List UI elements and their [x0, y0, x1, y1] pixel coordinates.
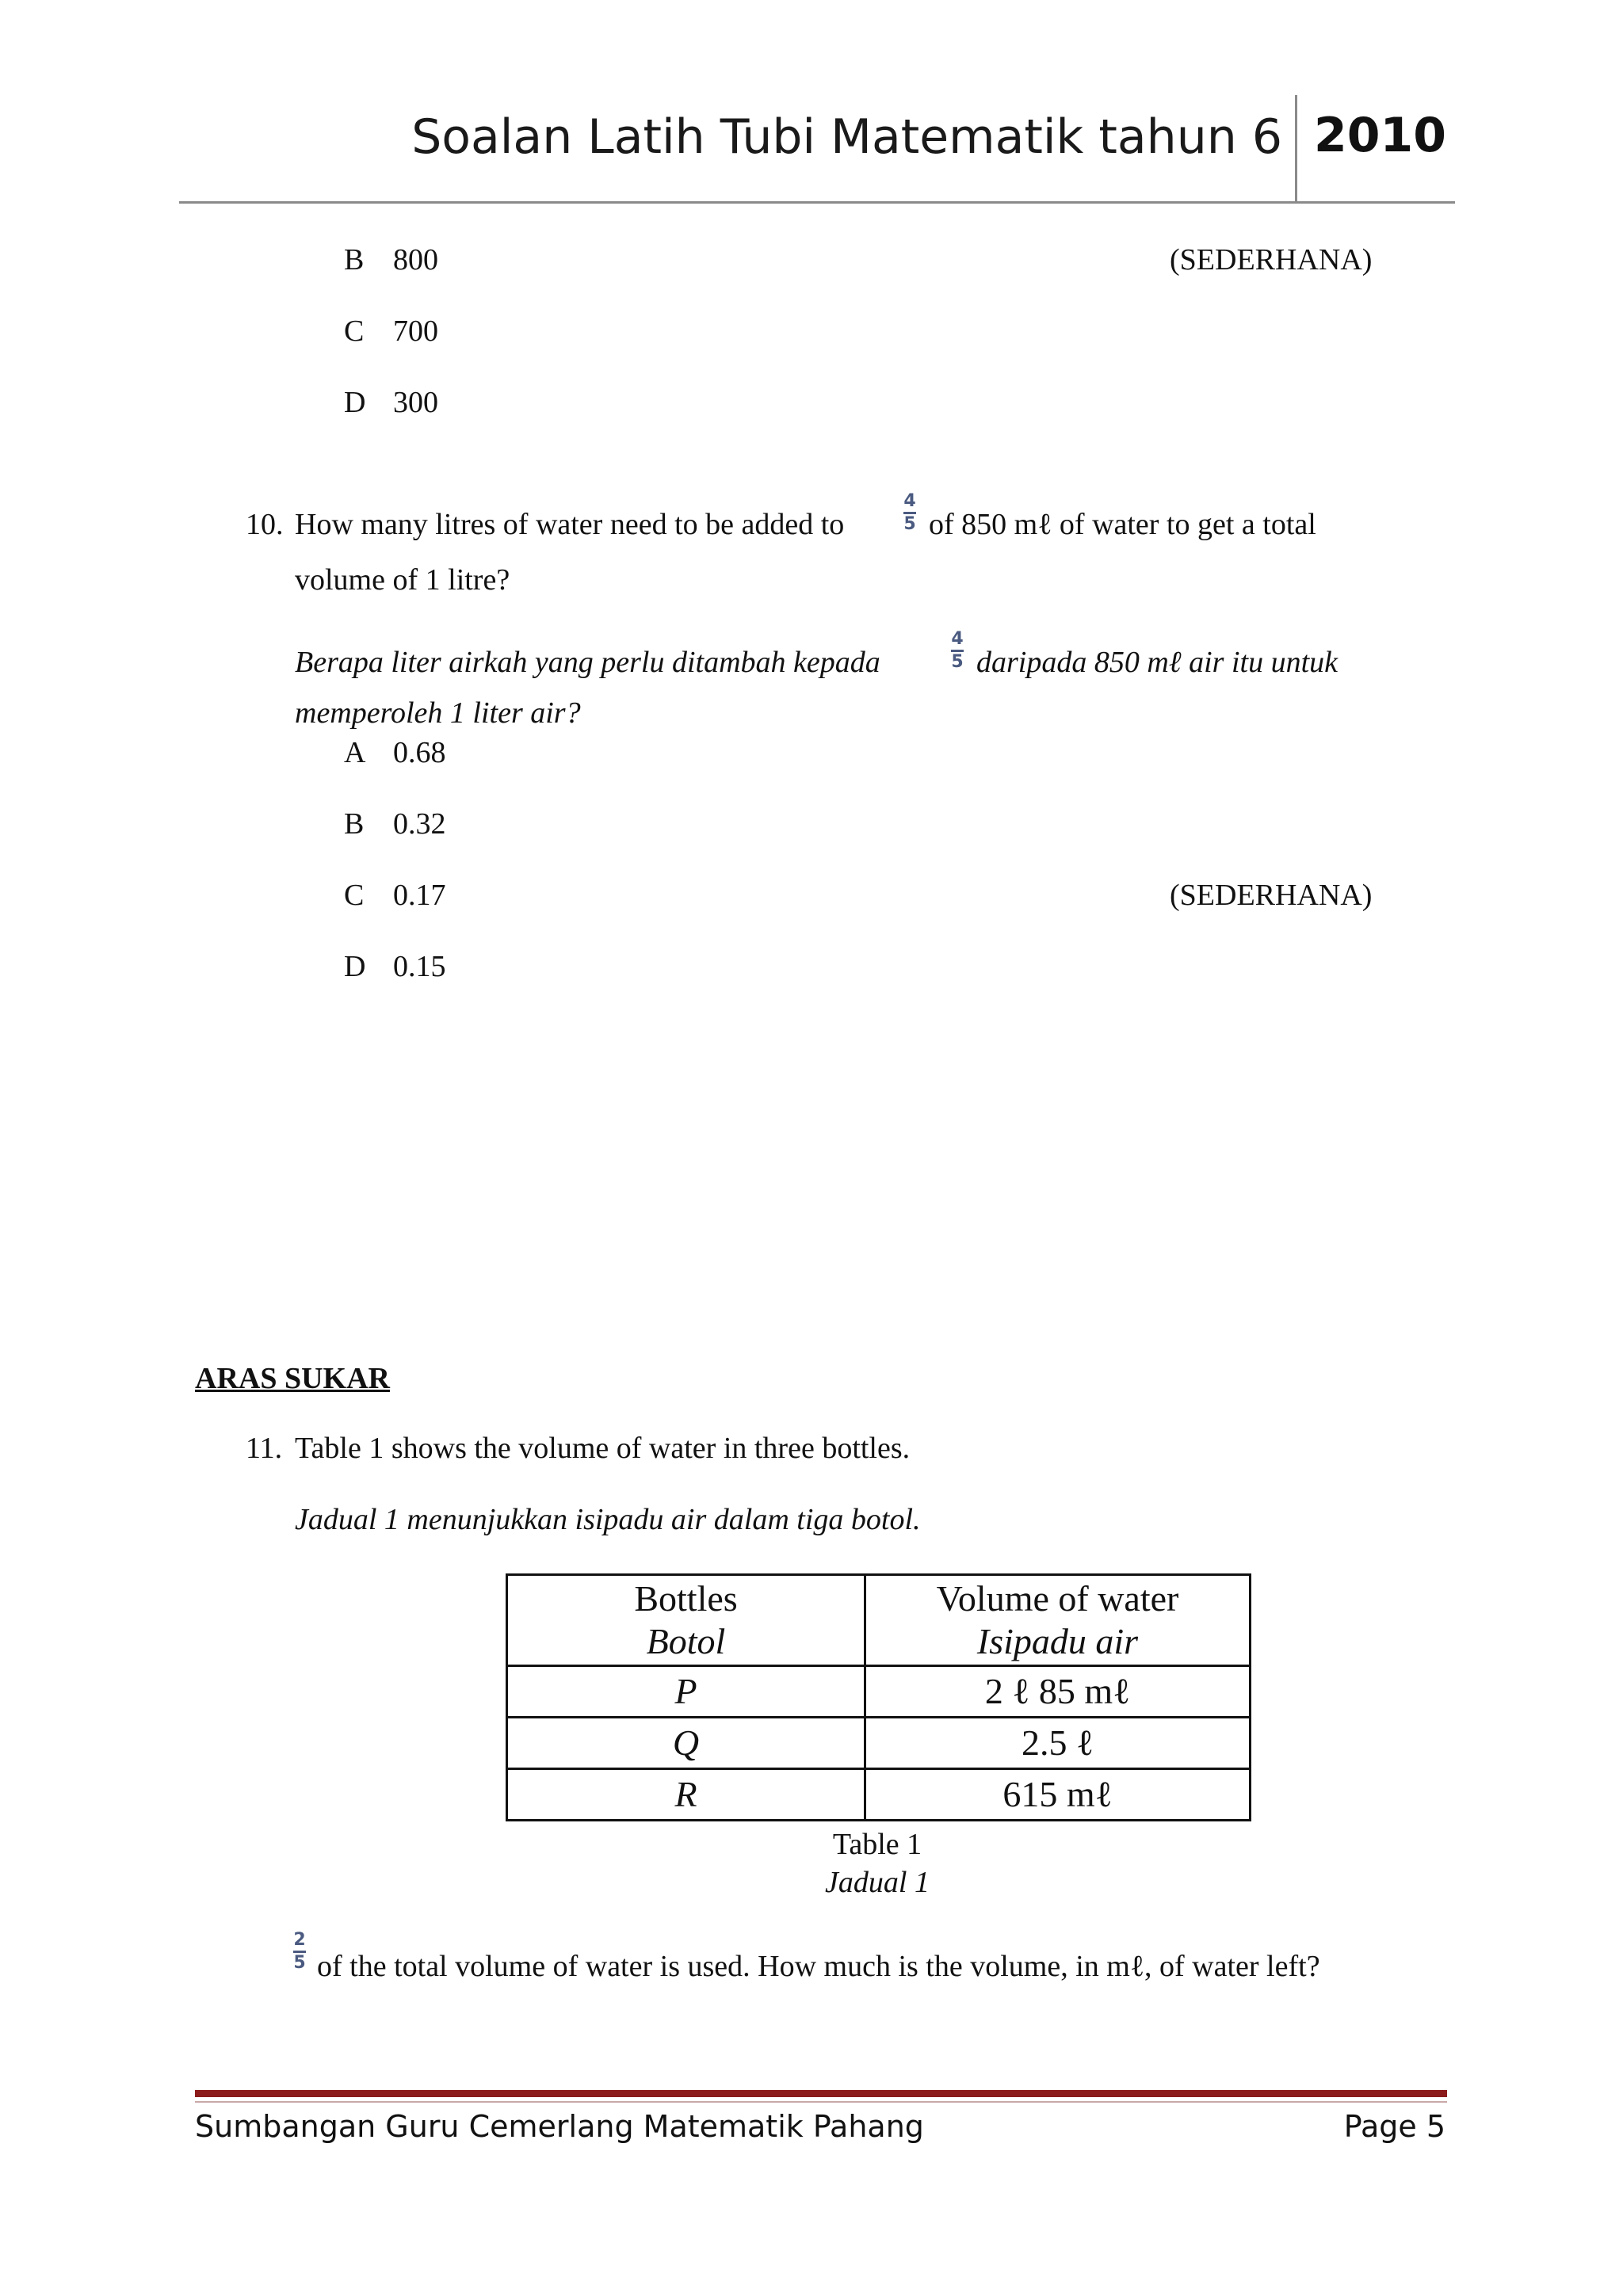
table-row: [507, 1769, 1251, 1821]
fraction-denominator: 5: [951, 652, 964, 672]
bottle-cell: Q: [507, 1718, 865, 1769]
q11-text-my: Jadual 1 menunjukkan isipadu air dalam tiga botol.: [295, 1503, 921, 1536]
table-row: [507, 1666, 1251, 1718]
fraction-denominator: 5: [293, 1953, 306, 1973]
q10-option-c-value: 0.17: [393, 879, 446, 912]
q10-text-my-b: daripada 850 mℓ air itu untuk: [976, 646, 1338, 679]
q11-question-text: of the total volume of water is used. How much is the volume, in mℓ, of water left?: [317, 1950, 1320, 1983]
fraction-numerator: 4: [903, 491, 916, 511]
header-volume-en: Volume of water: [936, 1578, 1179, 1619]
q10-option-a-letter: A: [344, 736, 366, 769]
q10-option-b-letter: B: [344, 807, 365, 841]
fraction-denominator: 5: [903, 514, 916, 534]
volume-table: [506, 1573, 1251, 1821]
q10-text-en-b: of 850 mℓ of water to get a total: [929, 508, 1316, 541]
q11-number: 11.: [246, 1432, 283, 1465]
page-number: Page 5: [1343, 2109, 1445, 2144]
volume-cell: 2 ℓ 85 mℓ: [865, 1666, 1251, 1718]
header-bottles-en: Bottles: [634, 1578, 738, 1619]
table-row: [507, 1718, 1251, 1769]
q10-level-label: (SEDERHANA): [1170, 879, 1373, 912]
q10-option-a-value: 0.68: [393, 736, 446, 769]
q10-fraction-my: [951, 631, 964, 671]
q11-text-en: Table 1 shows the volume of water in three bottles.: [295, 1432, 911, 1465]
table-caption-en: Table 1: [832, 1828, 922, 1861]
q10-option-d-letter: D: [344, 950, 366, 983]
table-caption-my: Jadual 1: [825, 1866, 930, 1899]
q10-text-en-a: How many litres of water need to be added to: [295, 508, 845, 541]
fraction-numerator: 4: [951, 629, 964, 649]
header-volume-my: Isipadu air: [976, 1621, 1139, 1661]
footer-credit: Sumbangan Guru Cemerlang Matematik Pahang: [195, 2109, 924, 2144]
header-year: 2010: [1314, 108, 1446, 163]
q10-option-c-letter: C: [344, 879, 365, 912]
q11-fraction: [293, 1932, 306, 1972]
q10-number: 10.: [246, 508, 284, 541]
fraction-numerator: 2: [293, 1930, 306, 1950]
bottle-cell: R: [507, 1769, 865, 1821]
header-divider: [1295, 95, 1297, 203]
header-title: Soalan Latih Tubi Matematik tahun 6: [411, 109, 1282, 165]
q9-level-label: (SEDERHANA): [1170, 243, 1373, 277]
footer-rule-thin: [195, 2101, 1447, 2103]
q9-option-c-value: 700: [393, 315, 438, 348]
q9-option-d-value: 300: [393, 386, 438, 419]
volume-cell: 615 mℓ: [865, 1769, 1251, 1821]
q10-text-en-line2: volume of 1 litre?: [295, 563, 510, 597]
q9-option-b-letter: B: [344, 243, 365, 277]
q10-option-d-value: 0.15: [393, 950, 446, 983]
footer-rule: [195, 2090, 1447, 2097]
q10-text-my-line2: memperoleh 1 liter air?: [295, 696, 581, 730]
volume-cell: 2.5 ℓ: [865, 1718, 1251, 1769]
section-heading: ARAS SUKAR: [195, 1362, 390, 1395]
header-cell-volume: [865, 1575, 1251, 1666]
q9-option-b-value: 800: [393, 243, 438, 277]
table-header-row: [507, 1575, 1251, 1666]
q10-option-b-value: 0.32: [393, 807, 446, 841]
q10-fraction-en: [903, 493, 916, 533]
header-cell-bottles: [507, 1575, 865, 1666]
header-rule: [179, 201, 1455, 204]
q9-option-c-letter: C: [344, 315, 365, 348]
q10-text-my-a: Berapa liter airkah yang perlu ditambah kepada: [295, 646, 880, 679]
q9-option-d-letter: D: [344, 386, 366, 419]
bottle-cell: P: [507, 1666, 865, 1718]
header-bottles-my: Botol: [646, 1621, 726, 1661]
